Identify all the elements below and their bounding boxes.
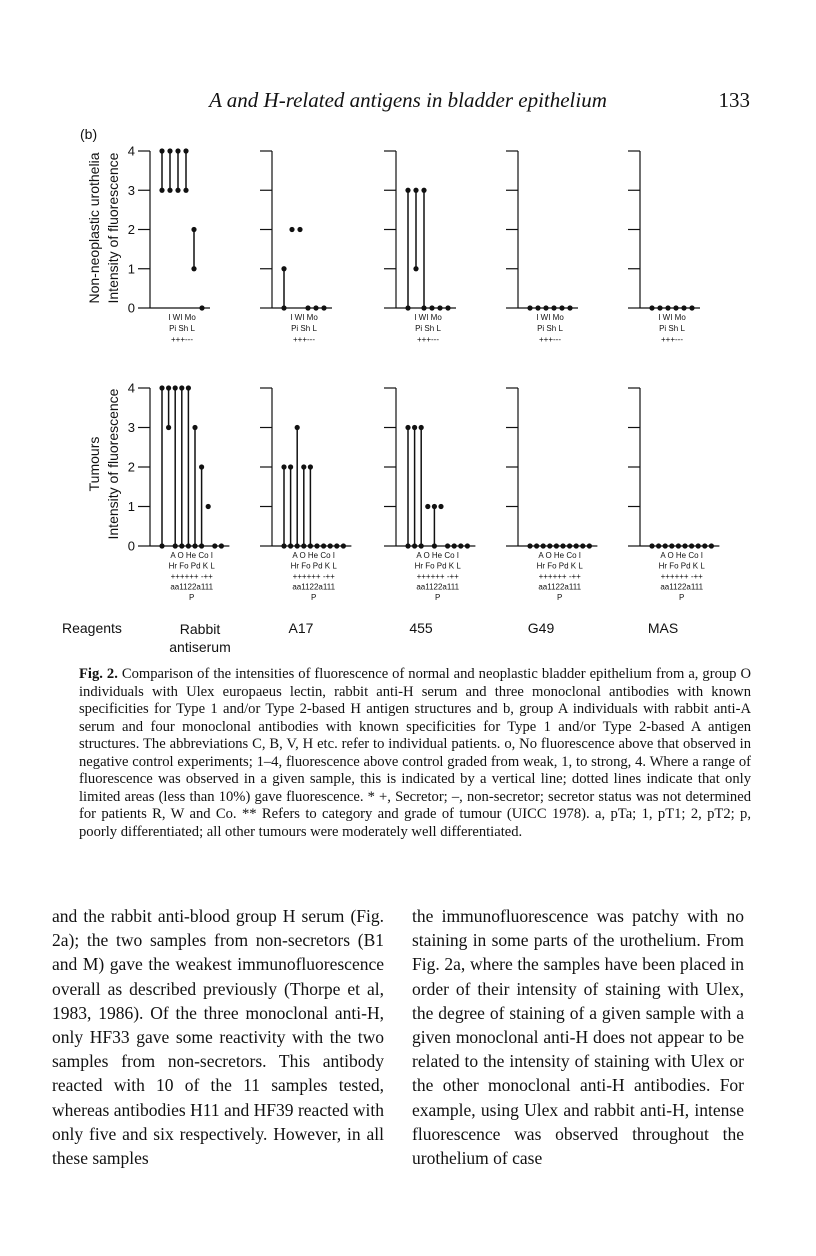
sample-axis-label: Hr Fo Pd K L — [658, 561, 705, 571]
y-tick-label: 3 — [127, 420, 135, 435]
data-point-Pd-max — [192, 425, 197, 430]
sample-axis-label: A O He Co I — [416, 551, 460, 560]
data-point-K-max — [696, 543, 701, 548]
data-point-He-max — [186, 385, 191, 390]
data-point-Fo-max — [547, 543, 552, 548]
data-point-I-max — [281, 266, 286, 271]
data-point-I-max — [159, 148, 164, 153]
data-point-He-min — [308, 543, 313, 548]
data-point-L-max — [465, 543, 470, 548]
running-title: A and H-related antigens in bladder epithelium — [209, 88, 607, 112]
data-point-O-max — [663, 543, 668, 548]
data-point-L-max — [445, 305, 450, 310]
figure-caption — [79, 666, 751, 841]
panel-label: (b) — [80, 126, 98, 142]
data-point-Mo-max — [191, 227, 196, 232]
data-point-Hr-min — [166, 425, 171, 430]
data-point-Pd-min — [192, 543, 197, 548]
sample-axis-label: aa1122a111 — [292, 582, 336, 592]
data-point-A-max — [281, 464, 286, 469]
data-point-WI-max — [665, 305, 670, 310]
data-point-Pi-max — [413, 188, 418, 193]
data-point-Pd-max — [682, 543, 687, 548]
sample-axis-label: A O He Co I — [660, 551, 704, 560]
data-point-O-max — [295, 425, 300, 430]
reagent-g49: G49 — [527, 620, 555, 636]
sample-axis-label: Hr Fo Pd K L — [168, 561, 215, 571]
data-point-K-max — [328, 543, 333, 548]
data-point-Pi-min — [167, 188, 172, 193]
data-point-Co-min — [199, 543, 204, 548]
y-tick-label: 3 — [127, 182, 135, 198]
data-point-Hr-min — [288, 543, 293, 548]
y-tick-label: 4 — [127, 143, 135, 159]
caption-label: Fig. 2. — [79, 666, 118, 682]
data-point-Co-max — [689, 543, 694, 548]
data-point-Fo-max — [301, 464, 306, 469]
data-point-I-max — [334, 543, 339, 548]
sample-axis-label: I WI Mo — [414, 313, 442, 322]
data-point-Mo-max — [437, 305, 442, 310]
body-left-column: and the rabbit anti-blood group H serum (Fig. 2a); the two samples from non-secretors (B1 and M) gave the weakest immunofluorescence overall as described previously (Thorpe et al, 1983, 1986). Of the three monoclonal anti-H, only HF33 gave some reactivity with the two samples from non-secretors. This antibody reacted with 10 of the 11 samples tested, whereas antibodies H11 and HF39 reacted with only five and six respectively. However, in all these samples — [52, 906, 384, 1169]
data-point-Hr-max — [412, 425, 417, 430]
bottom-ylabel-line2: Intensity of fluorescence — [105, 388, 121, 540]
data-point-O-min — [295, 543, 300, 548]
sample-axis-label: Hr Fo Pd K L — [414, 561, 461, 571]
y-tick-label: 2 — [127, 459, 135, 475]
data-point-I-max — [649, 305, 654, 310]
page-number: 133 — [718, 88, 750, 112]
sample-axis-label: ++++++ -++ — [292, 572, 335, 581]
data-point-Co-max — [567, 543, 572, 548]
data-point-Pi-min — [413, 266, 418, 271]
sample-axis-label: aa1122a111 — [170, 582, 214, 592]
data-point-Pi-max — [535, 305, 540, 310]
data-point-WI-max — [543, 305, 548, 310]
data-point-O-max — [541, 543, 546, 548]
data-point-L-max — [567, 305, 572, 310]
sample-axis-label: Pi Sh L — [537, 324, 563, 333]
data-point-A-max — [649, 543, 654, 548]
data-point-I-max — [702, 543, 707, 548]
sample-axis-label: ++++++ -++ — [416, 572, 459, 581]
data-point-I-min — [281, 305, 286, 310]
sample-axis-label: ++++++ -++ — [538, 572, 581, 581]
data-point-A-max — [527, 543, 532, 548]
data-point-Sh-max — [183, 148, 188, 153]
sample-axis-label: Pi Sh L — [169, 324, 195, 333]
caption-text: Comparison of the intensities of fluorescence of normal and neoplastic bladder epithelium from a, group O individuals with Ulex europaeus lectin, rabbit anti-H serum and three monoclonal antibodies with known specificities for Type 1 and/or Type 2-based H antigen structures and b, group A individuals with rabbit anti-A serum and four monoclonal antibodies with known specificities for Type 1 and/or Type 2-based A antigen structures. The abbreviations C, B, V, H etc. refer to individual patients. o, No fluorescence above that observed in negative control experiments; 1–4, fluorescence above control graded from weak, 1, to strong, 4. Where a range of fluorescence was observed in a given sample, this is indicated by a vertical line; dotted lines indicate that only limited areas (less than 10%) gave fluorescence. * +, Secretor; –, non-secretor; secretor status was not determined for patients R, W and Co. ** Refers to category and grade of tumour (UICC 1978). a, pTa; 1, pT1; 2, pT2; p, poorly differentiated; all other tumours were moderately well differentiated. — [79, 666, 752, 840]
data-point-WI-min — [175, 188, 180, 193]
data-point-L-max — [689, 305, 694, 310]
sample-axis-label: Hr Fo Pd K L — [536, 561, 583, 571]
data-point-A-min — [405, 543, 410, 548]
top-ylabel-line2: Intensity of fluorescence — [105, 152, 121, 304]
sample-axis-label: aa1122a111 — [660, 582, 704, 592]
sample-axis-label: P — [557, 593, 563, 602]
sample-axis-label: aa1122a111 — [416, 582, 460, 592]
reagent-a17: A17 — [288, 620, 314, 636]
sample-axis-label: Pi Sh L — [291, 324, 317, 333]
sample-axis-label: A O He Co I — [170, 551, 214, 560]
data-point-Pi-max — [167, 148, 172, 153]
sample-axis-label: +++--- — [538, 335, 562, 344]
data-point-O-min — [173, 543, 178, 548]
data-point-He-max — [308, 464, 313, 469]
data-point-I-min — [405, 305, 410, 310]
data-point-L-max — [709, 543, 714, 548]
y-tick-label: 2 — [127, 222, 135, 237]
sample-axis-label: I WI Mo — [168, 313, 196, 322]
data-point-Sh-min — [183, 188, 188, 193]
data-point-Pd-max — [438, 504, 443, 509]
body-right-column: the immunofluorescence was patchy with no staining in some parts of the urothelium. From Fig. 2a, where the samples have been placed in order of their intensity of staining with Ulex, the degree of staining of a given sample with a given monoclonal anti-H does not appear to be related to the intensity of staining with Ulex or the other monoclonal anti-H antibodies. For example, using Ulex and rabbit anti-H, intense fluorescence was observed throughout the urothelium of case — [412, 906, 744, 1169]
data-point-O-min — [419, 543, 424, 548]
data-point-WI-min — [421, 305, 426, 310]
data-point-O-max — [419, 425, 424, 430]
data-point-Mo-max — [313, 305, 318, 310]
data-point-Sh-max — [429, 305, 434, 310]
data-point-He-min — [432, 543, 437, 548]
data-point-Fo-min — [301, 543, 306, 548]
reagent-mas: MAS — [647, 620, 679, 636]
data-point-I-max — [405, 188, 410, 193]
data-point-Hr-max — [656, 543, 661, 548]
reagent-rabbit-antiserum — [150, 620, 250, 656]
sample-axis-label: I WI Mo — [536, 313, 564, 322]
data-point-Co-max — [199, 464, 204, 469]
sample-axis-label: +++--- — [660, 335, 684, 344]
sample-axis-label: Hr Fo Pd K L — [290, 561, 337, 571]
y-tick-label: 1 — [127, 261, 135, 277]
sample-axis-label: Pi Sh L — [659, 324, 685, 333]
data-point-Fo-min — [179, 543, 184, 548]
data-point-I-max — [527, 305, 532, 310]
sample-axis-label: P — [311, 593, 317, 602]
data-point-Pd-max — [314, 543, 319, 548]
data-point-Mo-min — [191, 266, 196, 271]
data-point-K-max — [452, 543, 457, 548]
reagents-label: Reagents — [62, 620, 122, 636]
data-point-He-max — [676, 543, 681, 548]
top-ylabel-line1: Non-neoplastic urothelia — [86, 152, 102, 304]
data-point-Mo-max — [559, 305, 564, 310]
data-point-WI-max — [175, 148, 180, 153]
sample-axis-label: +++--- — [292, 335, 316, 344]
sample-axis-label: P — [189, 593, 195, 602]
data-point-Pi-max — [657, 305, 662, 310]
data-point-He-max — [432, 504, 437, 509]
data-point-A-min — [159, 543, 164, 548]
data-point-Sh-max — [551, 305, 556, 310]
data-point-I-max — [580, 543, 585, 548]
data-point-K-max — [206, 504, 211, 509]
sample-axis-label: aa1122a111 — [538, 582, 582, 592]
data-point-Hr-max — [288, 464, 293, 469]
data-point-I-max — [458, 543, 463, 548]
data-point-Sh-max — [673, 305, 678, 310]
data-point-K-max — [574, 543, 579, 548]
data-point-Pi-max — [289, 227, 294, 232]
data-point-L-max — [219, 543, 224, 548]
data-point-Hr-max — [534, 543, 539, 548]
data-point-Fo-max — [669, 543, 674, 548]
sample-axis-label: +++--- — [170, 335, 194, 344]
data-point-L-max — [199, 305, 204, 310]
data-point-WI-max — [297, 227, 302, 232]
data-point-A-max — [159, 385, 164, 390]
data-point-L-max — [321, 305, 326, 310]
data-point-Pd-max — [560, 543, 565, 548]
data-point-I-max — [212, 543, 217, 548]
data-point-Co-max — [321, 543, 326, 548]
data-point-He-max — [554, 543, 559, 548]
data-point-L-max — [341, 543, 346, 548]
sample-axis-label: P — [435, 593, 441, 602]
data-point-A-max — [405, 425, 410, 430]
reagent-rabbit-antiserum-text: Rabbit antiserum — [169, 621, 231, 655]
data-point-I-min — [159, 188, 164, 193]
y-tick-label: 4 — [127, 380, 135, 396]
sample-axis-label: P — [679, 593, 685, 602]
y-tick-label: 1 — [127, 499, 135, 514]
data-point-Hr-max — [166, 385, 171, 390]
sample-axis-label: A O He Co I — [538, 551, 582, 560]
data-point-A-min — [281, 543, 286, 548]
data-point-He-min — [186, 543, 191, 548]
data-point-Co-max — [445, 543, 450, 548]
y-tick-label: 0 — [127, 300, 135, 316]
data-point-Fo-max — [179, 385, 184, 390]
sample-axis-label: +++--- — [416, 335, 440, 344]
sample-axis-label: A O He Co I — [292, 551, 336, 560]
sample-axis-label: I WI Mo — [658, 313, 686, 322]
reagent-455: 455 — [409, 620, 433, 636]
sample-axis-label: Pi Sh L — [415, 324, 441, 333]
sample-axis-label: I WI Mo — [290, 313, 318, 322]
sample-axis-label: ++++++ -++ — [170, 572, 213, 581]
data-point-Fo-max — [425, 504, 430, 509]
bottom-ylabel-line1: Tumours — [86, 436, 102, 492]
data-point-O-max — [173, 385, 178, 390]
data-point-WI-max — [421, 188, 426, 193]
y-tick-label: 0 — [127, 538, 135, 554]
sample-axis-label: ++++++ -++ — [660, 572, 703, 581]
data-point-Mo-max — [681, 305, 686, 310]
data-point-Sh-max — [305, 305, 310, 310]
data-point-Hr-min — [412, 543, 417, 548]
data-point-L-max — [587, 543, 592, 548]
